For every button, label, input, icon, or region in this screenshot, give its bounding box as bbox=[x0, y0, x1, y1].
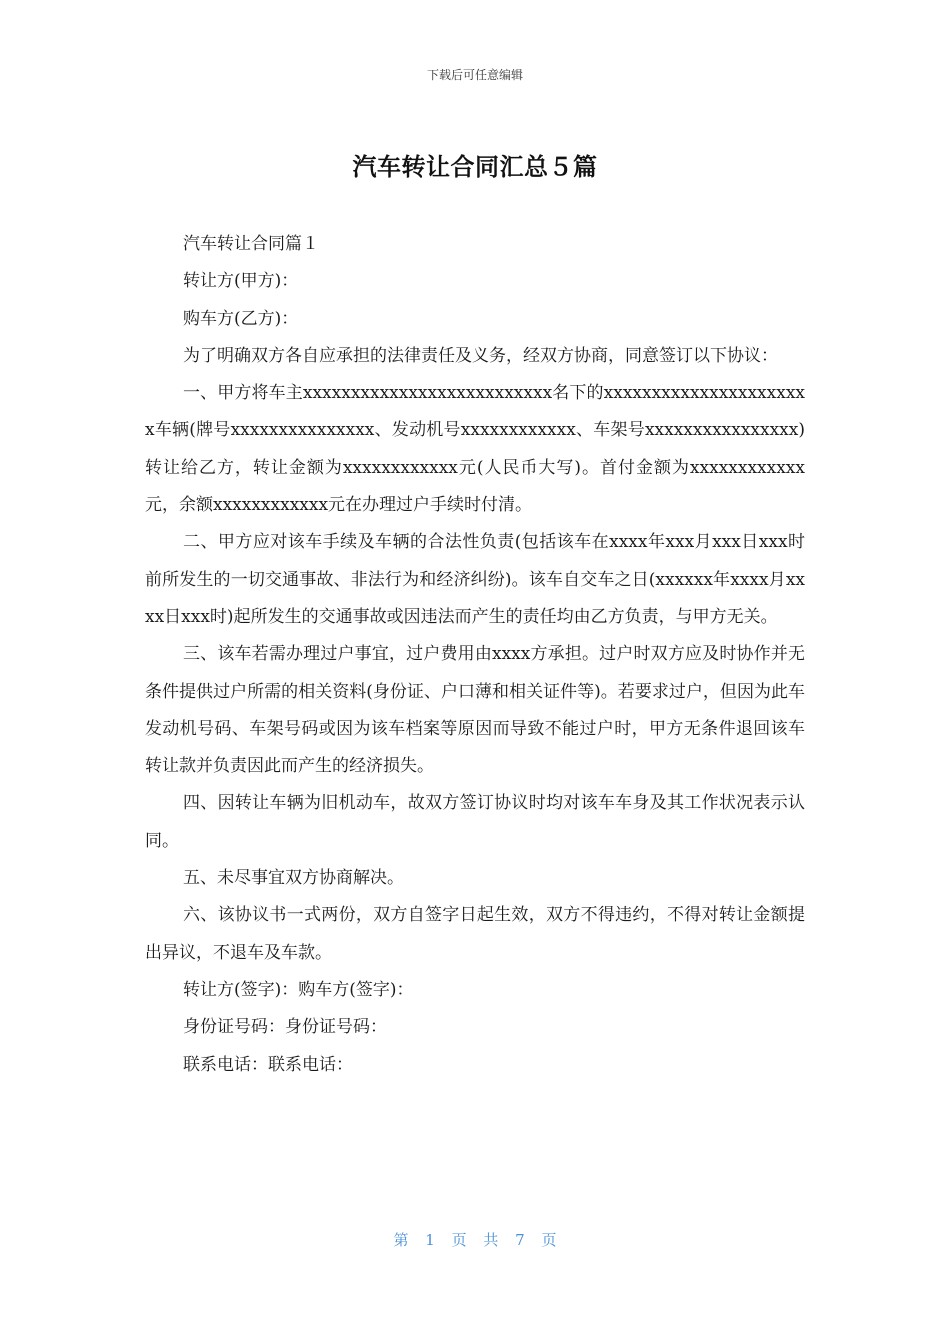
id-number-line: 身份证号码：身份证号码： bbox=[183, 1017, 387, 1038]
section-heading: 汽车转让合同篇１ bbox=[183, 234, 319, 254]
clause-4: 四、因转让车辆为旧机动车，故双方签订协议时均对该车车身及其工作状况表示认同。 bbox=[145, 793, 805, 851]
document-body bbox=[145, 226, 805, 1084]
clause-2: 二、甲方应对该车手续及车辆的合法性负责(包括该车在xxxx年xxx月xxx日xxx时前所发生的一切交通事故、非法行为和经济纠纷)。该车自交车之日(xxxxxx年xxxx月xxxx日xxx时)起所发生的交通事故或因违法而产生的责任均由乙方负责，与甲方无关。 bbox=[145, 532, 805, 627]
page-header-note: 下载后可任意编辑 bbox=[426, 68, 523, 82]
clause-6: 六、该协议书一式两份，双方自签字日起生效，双方不得违约，不得对转让金额提出异议，不退车及车款。 bbox=[145, 905, 805, 963]
buyer-party-line: 购车方(乙方)： bbox=[183, 308, 299, 329]
signature-line: 转让方(签字)：购车方(签字)： bbox=[183, 979, 414, 1000]
clause-3: 三、该车若需办理过户事宜，过户费用由xxxx方承担。过户时双方应及时协作并无条件提供过户所需的相关资料(身份证、户口薄和相关证件等)。若要求过户，但因为此车发动机号码、车架号码或因为该车档案等原因而导致不能过户时，甲方无条件退回该车转让款并负责因此而产生的经济损失。 bbox=[145, 644, 805, 777]
phone-line: 联系电话：联系电话： bbox=[183, 1054, 353, 1075]
clause-1: 一、甲方将车主xxxxxxxxxxxxxxxxxxxxxxxxxx名下的xxxxxxxxxxxxxxxxxxxxxx车辆(牌号xxxxxxxxxxxxxxx、发动机号xxxxxxxxxxxx、车架号xxxxxxxxxxxxxxxx)转让给乙方，转让金额为xxxxxxxxxxxx元(人民币大写)。首付金额为xxxxxxxxxxxx元，余额xxxxxxxxxxxx元在办理过户手续时付清。 bbox=[145, 383, 805, 516]
transferor-party-line: 转让方(甲方)： bbox=[183, 271, 299, 292]
document-title: 汽车转让合同汇总５篇 bbox=[352, 153, 598, 181]
page-number-footer: 第 1 页 共 7 页 bbox=[393, 1231, 557, 1249]
clause-5: 五、未尽事宜双方协商解决。 bbox=[183, 868, 404, 889]
preamble-paragraph: 为了明确双方各自应承担的法律责任及义务，经双方协商，同意签订以下协议： bbox=[183, 345, 778, 366]
